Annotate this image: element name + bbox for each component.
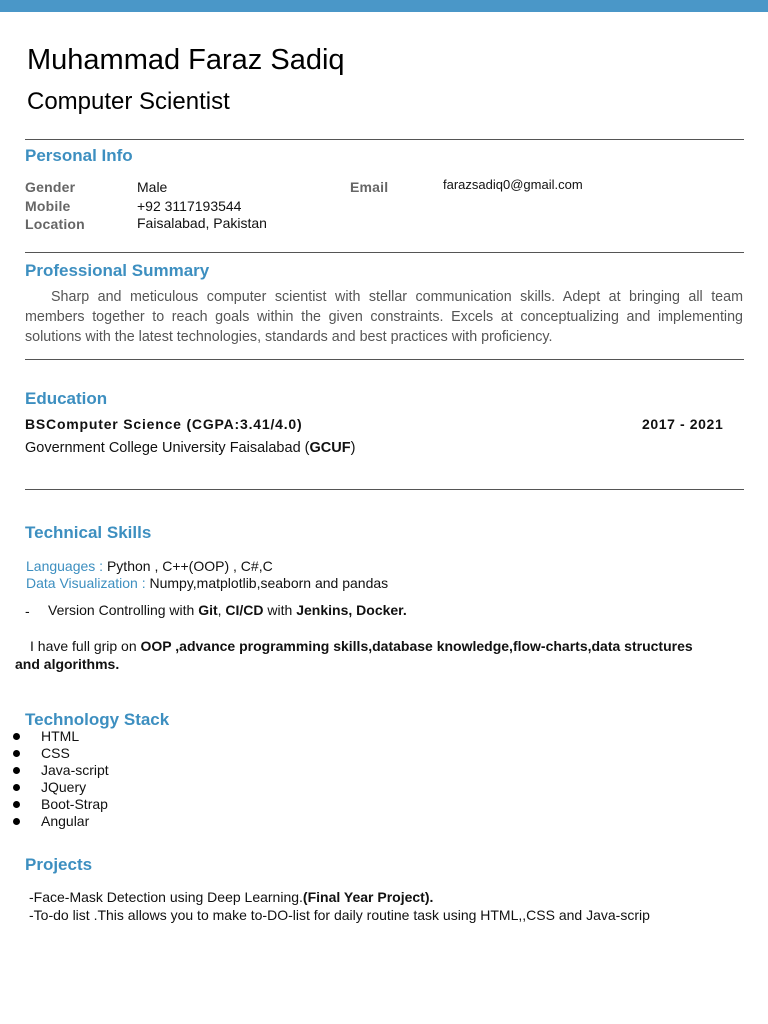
email-value: farazsadiq0@gmail.com [443, 177, 583, 192]
divider [25, 252, 744, 253]
project-1-note: (Final Year Project). [302, 889, 434, 905]
institution-suffix: ) [350, 440, 356, 456]
mobile-value: +92 3117193544 [137, 198, 242, 214]
projects-heading: Projects [25, 855, 93, 874]
gender-label: Gender [25, 179, 76, 195]
bullet-icon [13, 733, 20, 740]
vc-dash: - [25, 603, 30, 619]
languages-label: Languages : [26, 558, 107, 574]
candidate-name: Muhammad Faraz Sadiq [27, 44, 345, 76]
education-heading: Education [25, 389, 108, 408]
grip-paragraph [15, 637, 715, 673]
grip-skills: OOP ,advance programming skills,database knowledge,flow-charts,data structures and algorithms. [15, 638, 693, 672]
vc-comma: , [217, 602, 226, 618]
institution-abbr: GCUF [309, 440, 351, 456]
candidate-title: Computer Scientist [27, 88, 230, 115]
dataviz-line [26, 575, 388, 591]
top-accent-bar [0, 0, 768, 12]
version-control-line [48, 602, 407, 618]
stack-item: Angular [41, 813, 90, 829]
dataviz-value: Numpy,matplotlib,seaborn and pandas [149, 575, 389, 591]
summary-text: Sharp and meticulous computer scientist with stellar communication skills. Adept at bringing all team members together to reach goals within the given constraints. Excels at conceptualizing and implementing solutions with the latest technologies, standards and best practices with proficiency. [25, 289, 743, 345]
languages-line [26, 558, 273, 574]
project-2: -To-do list .This allows you to make to-DO-list for daily routine task using HTML,,CSS and Java-scrip [29, 907, 650, 923]
bullet-icon [13, 784, 20, 791]
vc-cicd: CI/CD [225, 602, 264, 618]
institution [25, 440, 355, 456]
degree-years: 2017 - 2021 [642, 416, 724, 432]
project-1-text: -Face-Mask Detection using Deep Learning. [29, 889, 303, 905]
vc-tools: Jenkins, Docker. [296, 602, 407, 618]
vc-prefix: Version Controlling with [48, 602, 199, 618]
personal-info-heading: Personal Info [25, 146, 133, 165]
stack-item: JQuery [41, 779, 87, 795]
divider [25, 139, 744, 140]
bullet-icon [13, 818, 20, 825]
stack-item: HTML [41, 728, 80, 744]
stack-heading: Technology Stack [25, 710, 170, 729]
degree: BSComputer Science (CGPA:3.41/4.0) [25, 416, 303, 432]
skills-heading: Technical Skills [25, 523, 152, 542]
gender-value: Male [137, 179, 168, 195]
mobile-label: Mobile [25, 198, 71, 214]
stack-item: CSS [41, 745, 70, 761]
stack-item: Boot-Strap [41, 796, 108, 812]
grip-prefix: I have full grip on [30, 638, 141, 654]
stack-item: Java-script [41, 762, 109, 778]
bullet-icon [13, 750, 20, 757]
vc-with: with [263, 602, 297, 618]
location-label: Location [25, 216, 85, 232]
divider [25, 359, 744, 360]
divider [25, 489, 744, 490]
institution-name: Government College University Faisalabad ( [25, 440, 310, 456]
dataviz-label: Data Visualization : [26, 575, 150, 591]
vc-git: Git [198, 602, 218, 618]
project-1 [29, 889, 433, 905]
bullet-icon [13, 767, 20, 774]
summary-heading: Professional Summary [25, 261, 210, 280]
location-value: Faisalabad, Pakistan [137, 215, 267, 231]
bullet-icon [13, 801, 20, 808]
languages-value: Python , C++(OOP) , C#,C [106, 558, 273, 574]
email-label: Email [350, 179, 389, 195]
